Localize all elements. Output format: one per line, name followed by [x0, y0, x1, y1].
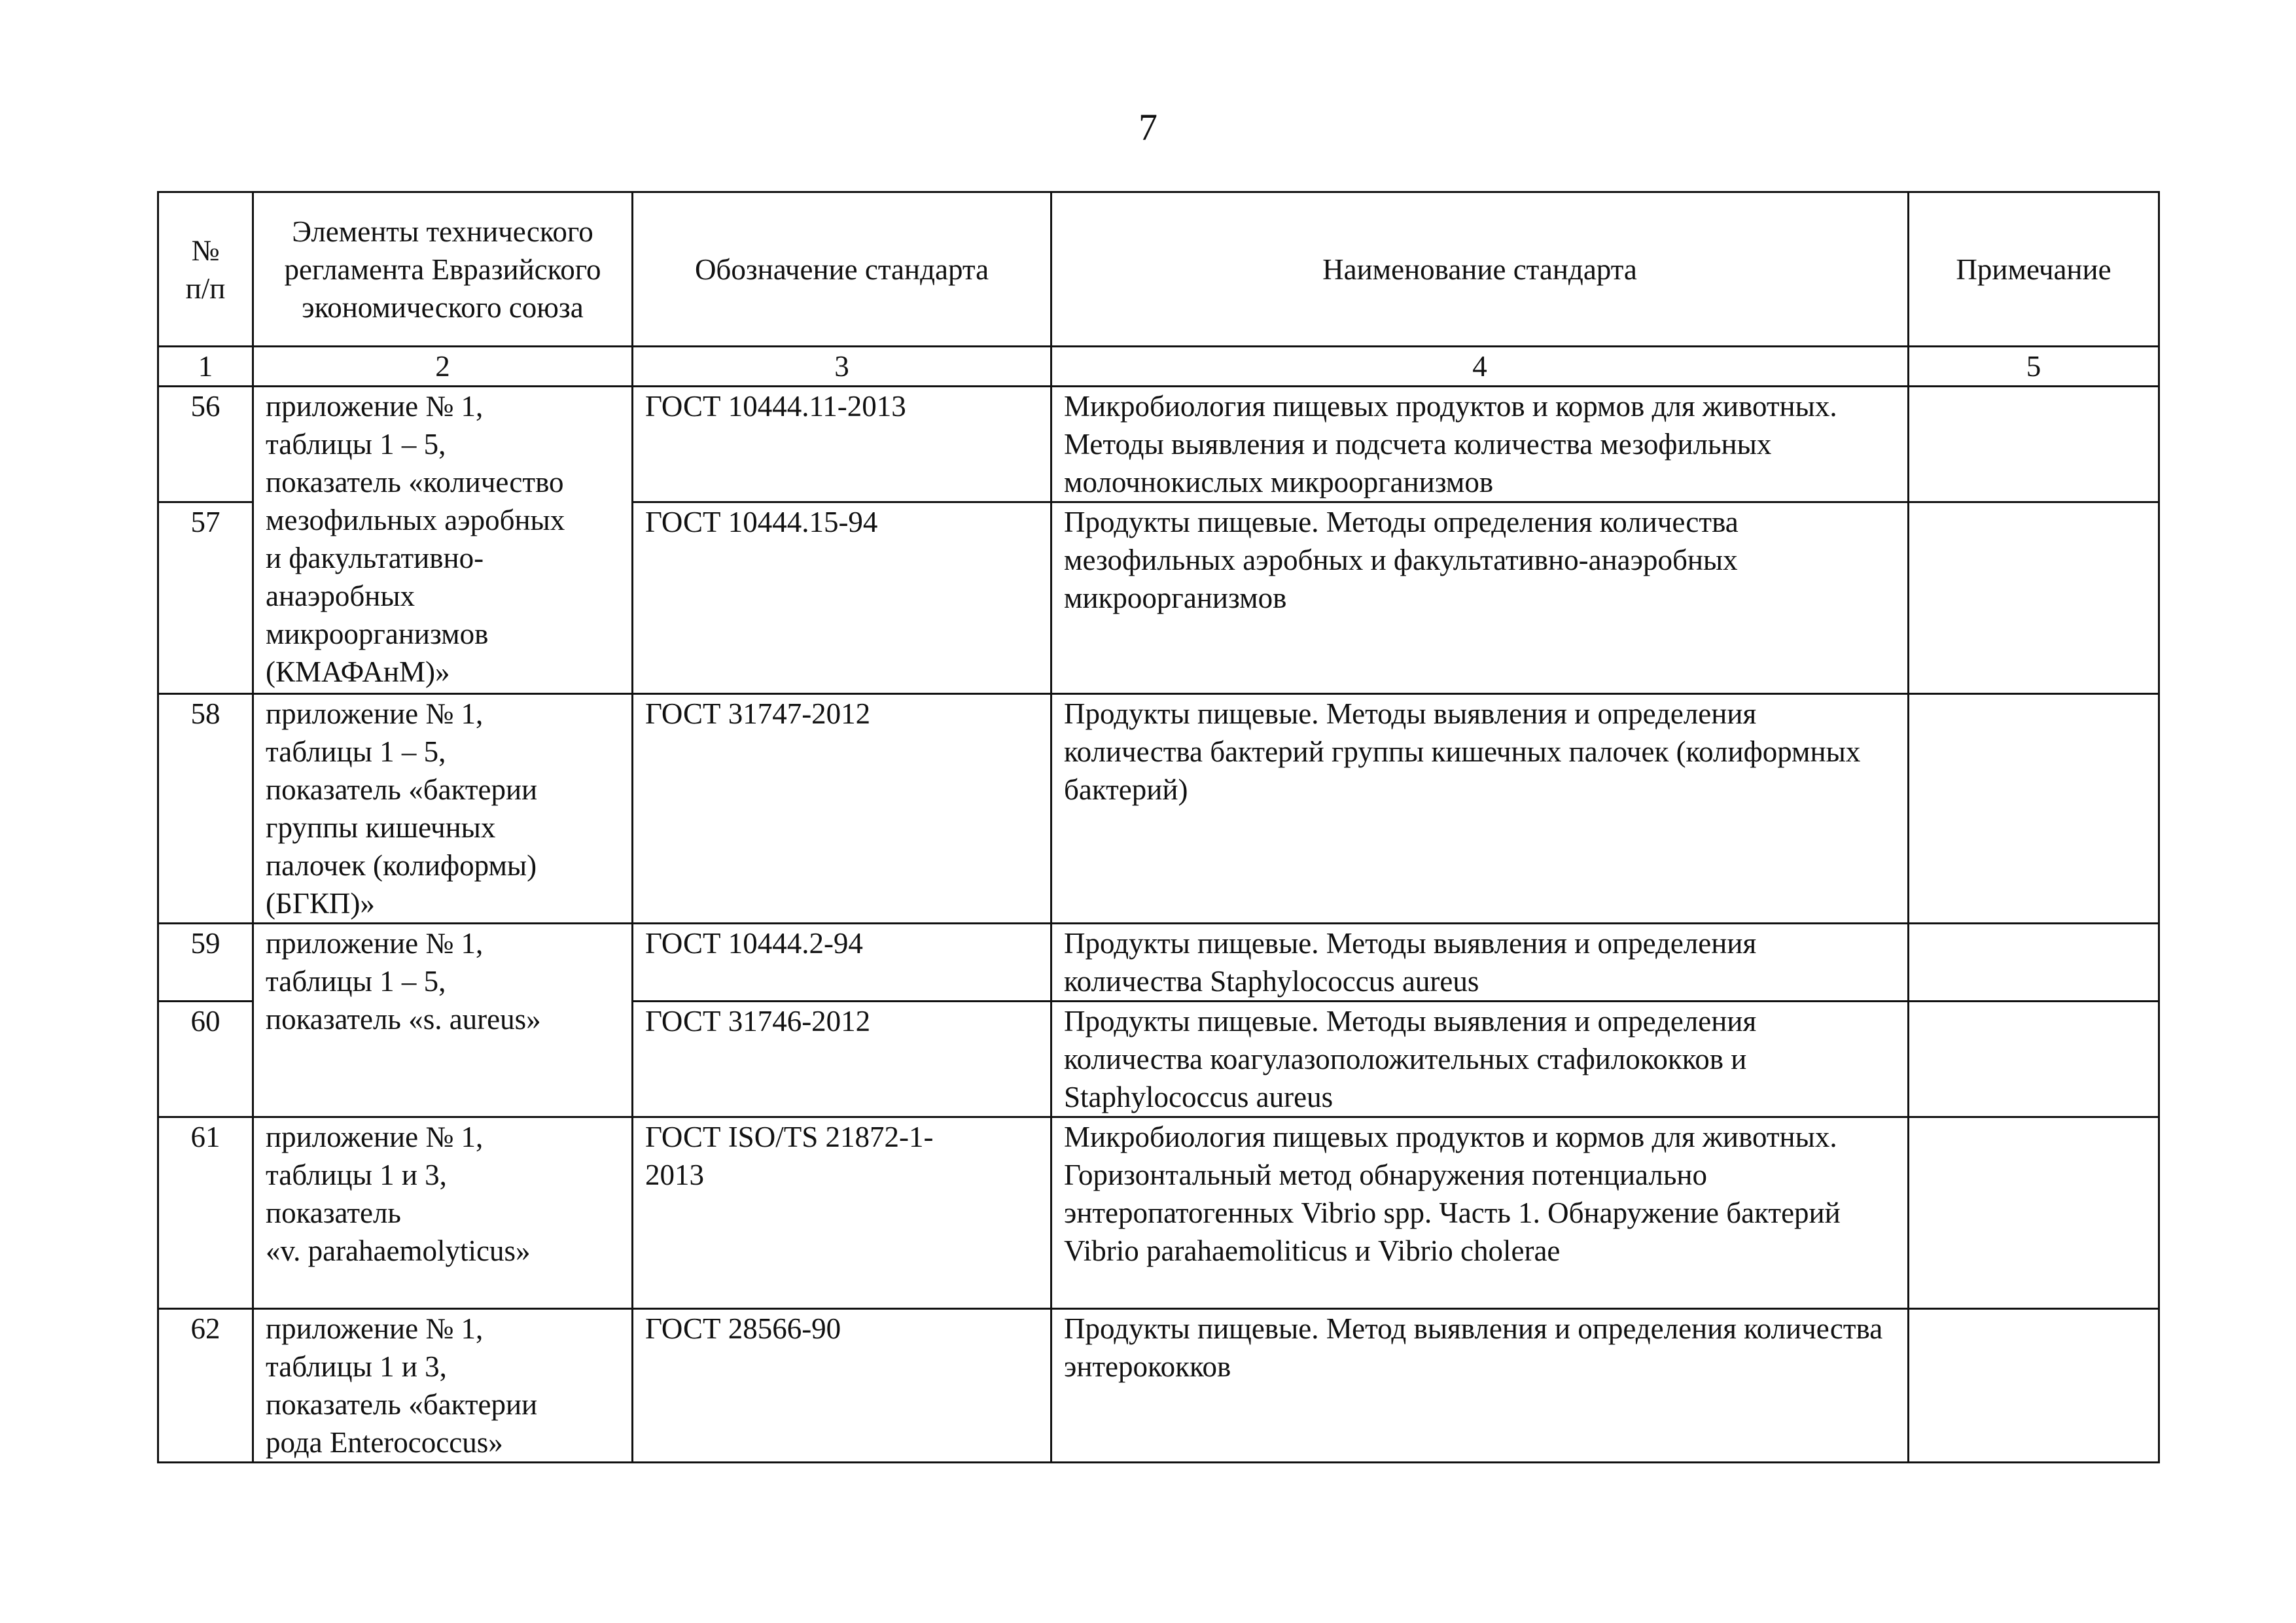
row-name: Микробиология пищевых продуктов и кормов для животных. Методы выявления и подсчета количества мезофильных молочнокислых микроорганизмов	[1051, 387, 1909, 502]
row-designation: ГОСТ 31747-2012	[633, 694, 1051, 924]
row-note	[1909, 924, 2159, 1002]
row-number: 59	[158, 924, 253, 1002]
row-note	[1909, 1002, 2159, 1117]
header-num: № п/п	[158, 192, 253, 347]
header-elements: Элементы технического регламента Евразийского экономического союза	[253, 192, 633, 347]
row-number: 56	[158, 387, 253, 502]
column-number: 4	[1051, 347, 1909, 387]
row-designation: ГОСТ 31746-2012	[633, 1002, 1051, 1117]
row-designation: ГОСТ 10444.11-2013	[633, 387, 1051, 502]
row-name: Микробиология пищевых продуктов и кормов для животных. Горизонтальный метод обнаружения потенциально энтеропатогенных Vibrio spp. Часть 1. Обнаружение бактерий Vibrio parahaemoliticus и Vibrio cholerae	[1051, 1117, 1909, 1309]
row-designation: ГОСТ 28566-90	[633, 1309, 1051, 1463]
column-number-row	[158, 347, 2159, 387]
row-number: 57	[158, 502, 253, 694]
standards-table	[157, 191, 2160, 1463]
column-number: 3	[633, 347, 1051, 387]
header-note: Примечание	[1909, 192, 2159, 347]
row-name: Продукты пищевые. Метод выявления и определения количества энтерококков	[1051, 1309, 1909, 1463]
row-note	[1909, 1117, 2159, 1309]
row-name: Продукты пищевые. Методы выявления и определения количества бактерий группы кишечных палочек (колиформных бактерий)	[1051, 694, 1909, 924]
row-note	[1909, 502, 2159, 694]
row-name: Продукты пищевые. Методы выявления и определения количества Staphylococcus aureus	[1051, 924, 1909, 1002]
row-designation: ГОСТ ISO/TS 21872-1- 2013	[633, 1117, 1051, 1309]
table-row	[158, 924, 2159, 1002]
row-name: Продукты пищевые. Методы определения количества мезофильных аэробных и факультативно-анаэробных микроорганизмов	[1051, 502, 1909, 694]
row-note	[1909, 694, 2159, 924]
table-row	[158, 387, 2159, 502]
row-number: 58	[158, 694, 253, 924]
page-number: 7	[1139, 106, 1157, 148]
row-number: 60	[158, 1002, 253, 1117]
row-elements: приложение № 1, таблицы 1 и 3, показатель «бактерии рода Enterococcus»	[253, 1309, 633, 1463]
row-designation: ГОСТ 10444.15-94	[633, 502, 1051, 694]
row-number: 62	[158, 1309, 253, 1463]
row-number: 61	[158, 1117, 253, 1309]
row-name: Продукты пищевые. Методы выявления и определения количества коагулазоположительных стафилококков и Staphylococcus aureus	[1051, 1002, 1909, 1117]
column-number: 1	[158, 347, 253, 387]
column-number: 2	[253, 347, 633, 387]
row-note	[1909, 1309, 2159, 1463]
row-elements: приложение № 1, таблицы 1 – 5, показатель «количество мезофильных аэробных и факультативно- анаэробных микроорганизмов (КМАФАнМ)»	[253, 387, 633, 694]
row-elements: приложение № 1, таблицы 1 – 5, показатель «бактерии группы кишечных палочек (колиформы) (БГКП)»	[253, 694, 633, 924]
row-elements: приложение № 1, таблицы 1 и 3, показатель «v. parahaemolyticus»	[253, 1117, 633, 1309]
header-name: Наименование стандарта	[1051, 192, 1909, 347]
row-designation: ГОСТ 10444.2-94	[633, 924, 1051, 1002]
row-elements: приложение № 1, таблицы 1 – 5, показатель «s. aureus»	[253, 924, 633, 1117]
row-note	[1909, 387, 2159, 502]
table-row	[158, 1309, 2159, 1463]
header-row	[158, 192, 2159, 347]
column-number: 5	[1909, 347, 2159, 387]
table-row	[158, 1117, 2159, 1309]
header-designation: Обозначение стандарта	[633, 192, 1051, 347]
table-row	[158, 694, 2159, 924]
